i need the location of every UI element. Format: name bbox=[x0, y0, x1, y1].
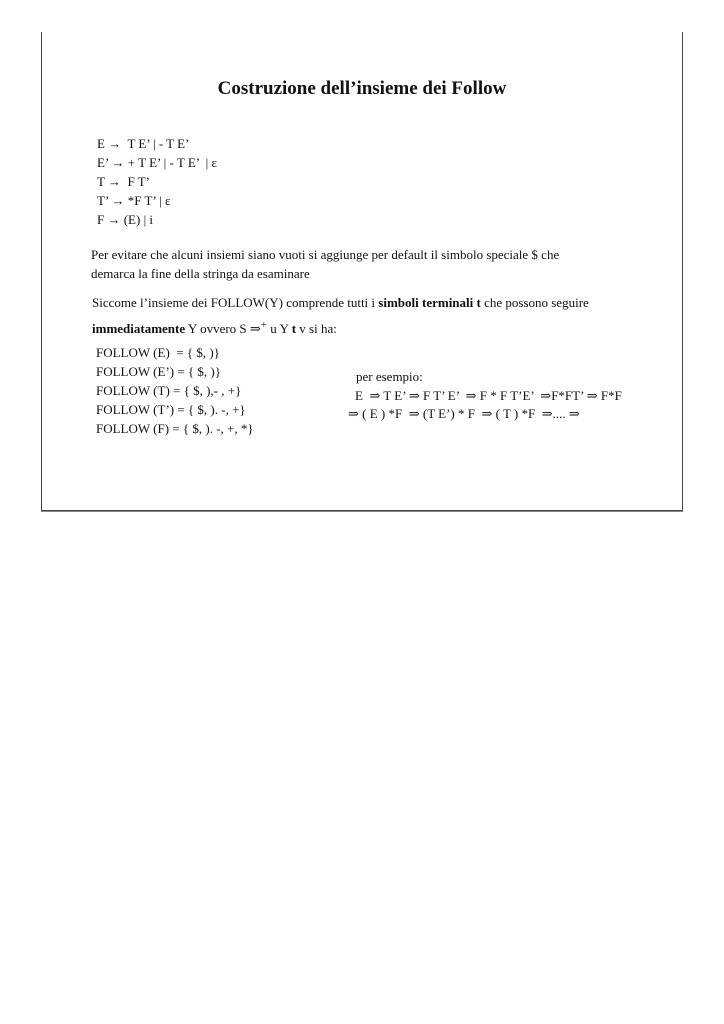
follow-def-text: Siccome l’insieme dei FOLLOW(Y) comprende tutti i bbox=[92, 295, 379, 310]
follow-def-text: v si ha: bbox=[296, 321, 337, 336]
follow-def-bold: t bbox=[291, 321, 297, 336]
follow-def-bold: simboli terminali t bbox=[378, 295, 481, 310]
follow-def-text: che possono seguire bbox=[480, 295, 589, 310]
follow-def-bold: immediatamente bbox=[92, 321, 186, 336]
follow-set: FOLLOW (T) = { $, ),- , +} bbox=[96, 383, 242, 398]
derivation-line: E ⇒ T E’ ⇒ F T’ E’ ⇒ F * F T’E’ ⇒F*FT’ ⇒ F*F bbox=[355, 387, 622, 403]
example-label: per esempio: bbox=[356, 369, 423, 384]
slide-title: Costruzione dell’insieme dei Follow bbox=[217, 78, 507, 99]
grammar-rule: E’ → + T E’ | - T E’ | ε bbox=[97, 155, 217, 170]
dollar-note bbox=[91, 245, 651, 283]
derivation-example bbox=[348, 368, 622, 424]
follow-set: FOLLOW (F) = { $, ). -, +, *} bbox=[96, 421, 254, 436]
grammar-rule: E → T E’ | - T E’ bbox=[97, 136, 190, 151]
dollar-note-line: Per evitare che alcuni insiemi siano vuoti si aggiunge per default il simbolo speciale $ che bbox=[91, 247, 560, 262]
follow-sets bbox=[96, 343, 254, 438]
grammar-rules bbox=[97, 134, 217, 229]
grammar-rule: T’ → *F T’ | ε bbox=[97, 193, 171, 208]
follow-definition bbox=[92, 291, 672, 340]
follow-def-text: Y ovvero S ⇒ bbox=[185, 321, 261, 336]
follow-def-text: u Y bbox=[267, 321, 292, 336]
grammar-rule: T → F T’ bbox=[97, 174, 150, 189]
plus-superscript: + bbox=[260, 319, 268, 331]
follow-set: FOLLOW (E) = { $, )} bbox=[96, 345, 220, 360]
follow-definition-line-2 bbox=[92, 314, 672, 340]
follow-definition-line-1 bbox=[92, 291, 672, 314]
follow-set: FOLLOW (T’) = { $, ). -, +} bbox=[96, 402, 246, 417]
derivation-line: ⇒ ( E ) *F ⇒ (T E’) * F ⇒ ( T ) *F ⇒.... ⇒ bbox=[348, 406, 580, 421]
grammar-rule: F → (E) | i bbox=[97, 212, 154, 227]
follow-set: FOLLOW (E’) = { $, )} bbox=[96, 364, 221, 379]
slide-frame bbox=[41, 32, 683, 511]
dollar-note-line: demarca la fine della stringa da esaminare bbox=[91, 266, 310, 281]
